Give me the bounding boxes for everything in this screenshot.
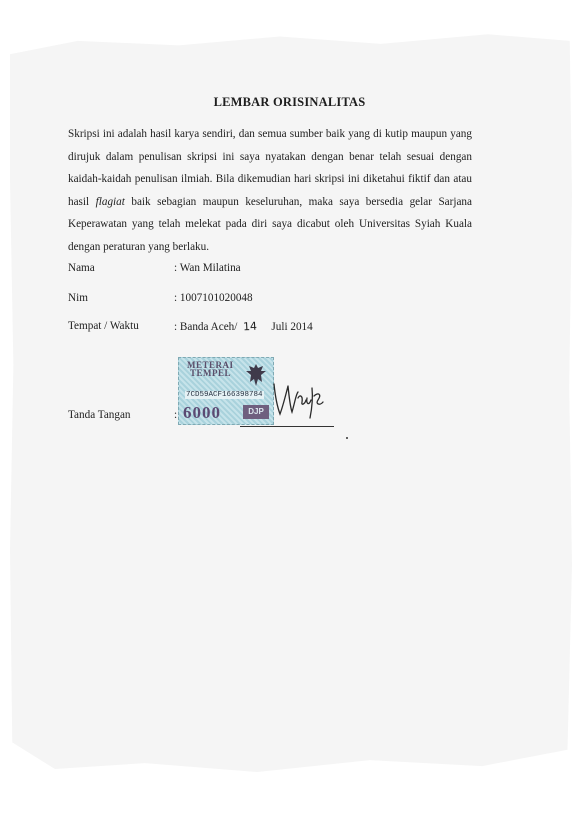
field-label: Tempat / Waktu [68, 320, 139, 332]
field-value: : Wan Milatina [174, 262, 241, 274]
field-label: Nama [68, 262, 95, 274]
stamp-mark: DJP [243, 405, 269, 419]
paragraph-italic-term: flagiat [95, 195, 125, 208]
stamp-code: 7CD59ACF166398784 [186, 391, 263, 399]
stamp-value: 6000 [183, 403, 221, 422]
statement-paragraph [68, 123, 472, 258]
stamp-line2: TEMPEL [190, 368, 232, 378]
handwritten-day: 14 [243, 319, 258, 334]
field-nim [68, 292, 253, 304]
field-nama [68, 262, 241, 274]
stamp-title [187, 361, 234, 377]
field-label: Tanda Tangan [68, 409, 131, 421]
field-value: : [174, 409, 178, 421]
signature-line [240, 426, 334, 427]
field-tempat-waktu [68, 320, 313, 333]
ink-speck [346, 437, 348, 439]
garuda-icon [245, 362, 267, 388]
field-label: Nim [68, 292, 88, 304]
field-value: : 1007101020048 [174, 292, 253, 304]
paragraph-text-2: baik sebagian maupun keseluruhan, maka saya bersedia gelar Sarjana Keperawatan yang telah melekat pada diri saya dicabut oleh Universitas Syiah Kuala dengan peraturan yang berlaku. [68, 195, 472, 253]
duty-stamp [178, 357, 274, 425]
date-suffix: Juli 2014 [271, 321, 313, 333]
field-tanda-tangan [68, 409, 177, 421]
paragraph-text-1: Skripsi ini adalah hasil karya sendiri, dan semua sumber baik yang di kutip maupun yang dirujuk dalam penulisan skripsi ini saya nyatakan dengan benar telah sesuai dengan kaidah-kaidah penulisan ilmiah. Bila dikemudian hari skripsi ini diketahui fiktif dan atau hasil [68, 128, 472, 208]
place-text: : Banda Aceh/ [174, 321, 238, 333]
stamp-line1: METERAI [187, 360, 234, 370]
document-title: LEMBAR ORISINALITAS [213, 95, 366, 109]
field-value [174, 320, 313, 333]
signature-image [268, 376, 328, 424]
